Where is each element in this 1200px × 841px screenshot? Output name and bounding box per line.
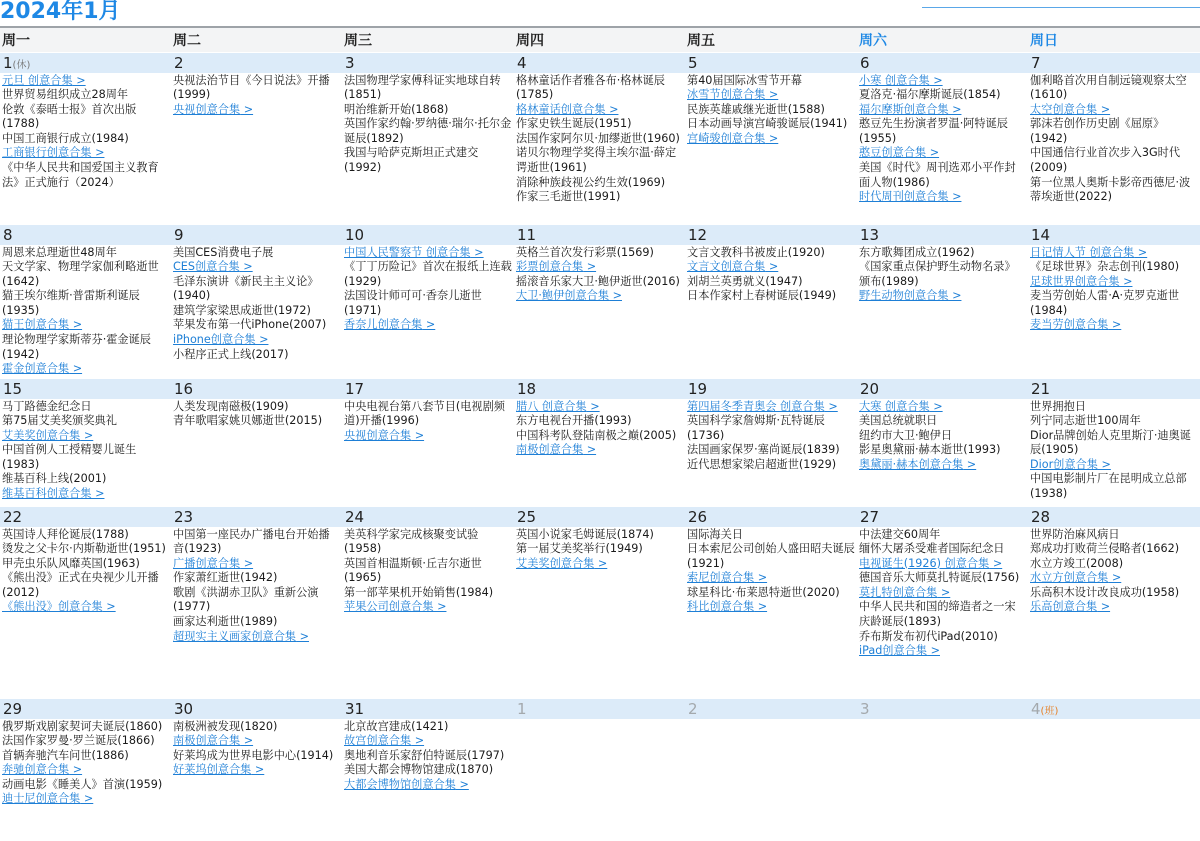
day-number [171,379,342,399]
event-text: 第一届艾美奖举行(1949) [516,542,643,556]
weekday-thu: 周四 [514,27,685,52]
event-text: 维基百科上线(2001) [2,472,107,486]
day-number [685,699,857,719]
day-number [0,53,171,73]
day-number-text: 14 [1031,225,1051,244]
collection-link[interactable]: 《熊出没》创意合集 > [2,600,169,615]
weekday-fri: 周五 [685,27,857,52]
collection-link[interactable]: 水立方创意合集 > [1030,571,1198,586]
event-text: 苹果发布第一代iPhone(2007) [173,318,327,332]
day-number [514,379,685,399]
event-text: 画家达利逝世(1989) [173,615,278,629]
day-cell [0,224,171,378]
day-cell [342,698,514,829]
event-text: 英国科学家詹姆斯·瓦特诞辰(1736) [687,414,825,442]
day-cell [685,506,857,698]
day-number [342,53,514,73]
day-cell [342,378,514,506]
event-text: 球星科比·布莱恩特逝世(2020) [687,585,840,599]
event-text: 憨豆先生扮演者罗温·阿特诞辰(1955) [859,117,1008,145]
day-number [514,699,685,719]
event-text: 动画电影《睡美人》首演(1959) [2,777,163,791]
day-cell [1028,52,1200,224]
collection-link[interactable]: 索尼创意合集 > [687,571,855,586]
day-cell [514,224,685,378]
collection-link[interactable]: 香奈儿创意合集 > [344,318,512,333]
day-cell [342,506,514,698]
week-row [0,506,1200,698]
collection-link[interactable]: 太空创意合集 > [1030,103,1198,118]
day-number [342,507,514,527]
collection-link[interactable]: 故宫创意合集 > [344,734,512,749]
day-cell [171,52,342,224]
day-number-text: 15 [3,379,23,398]
event-text: 郑成功打败荷兰侵略者(1662) [1030,542,1180,556]
collection-link[interactable]: 乐高创意合集 > [1030,600,1198,615]
event-text: 毛泽东演讲《新民主主义论》(1940) [173,274,319,303]
event-text: 世界拥抱日 [1030,399,1086,413]
day-number [857,225,1028,245]
collection-link[interactable]: 超现实主义画家创意合集 > [173,630,340,645]
day-cell [514,378,685,506]
event-text: 日本动画导演宫崎骏诞辰(1941) [687,117,848,131]
collection-link[interactable]: 彩票创意合集 > [516,260,683,275]
event-text: 第一部苹果机开始销售(1984) [344,585,494,599]
event-text: 奥地利音乐家舒伯特诞辰(1797) [344,748,505,762]
collection-link[interactable]: 央视创意合集 > [344,429,512,444]
day-cell [0,378,171,506]
day-cell [171,506,342,698]
event-text: 《国家重点保护野生动物名录》颁布(1989) [859,260,1016,288]
event-text: 摇滚音乐家大卫·鲍伊逝世(2016) [516,274,680,288]
day-cell [857,698,1028,829]
event-text: 纽约市大卫·鲍伊日 [859,428,953,442]
day-number-text: 12 [688,225,708,244]
day-number-text: 22 [3,507,23,526]
collection-link[interactable]: Dior创意合集 > [1030,458,1198,473]
day-number [685,225,857,245]
event-text: 日本作家村上春树诞辰(1949) [687,289,837,303]
event-text: 郭沫若创作历史剧《屈原》(1942) [1030,117,1165,145]
day-number [685,53,857,73]
event-text: 天文学家、物理学家伽利略逝世(1642) [2,260,159,288]
day-cell [685,698,857,829]
event-text: 日本索尼公司创始人盛田昭夫诞辰(1921) [687,542,855,570]
event-text: 马丁路德金纪念日 [2,399,92,413]
day-number [685,379,857,399]
event-text: 民族英雄戚继光逝世(1588) [687,102,825,116]
day-number [1028,507,1200,527]
event-text: 作家萧红逝世(1942) [173,571,278,585]
collection-link[interactable]: 广播创意合集 > [173,557,340,572]
day-number-text: 8 [3,225,13,244]
event-text: 俄罗斯戏剧家契诃夫诞辰(1860) [2,719,163,733]
collection-link[interactable]: 足球世界创意合集 > [1030,275,1198,290]
collection-link[interactable]: 科比创意合集 > [687,600,855,615]
collection-link[interactable]: 大都会博物馆创意合集 > [344,778,512,793]
day-number-text: 18 [517,379,537,398]
calendar-grid [0,26,1200,829]
event-text: 好莱坞成为世界电影中心(1914) [173,748,334,762]
day-number [342,225,514,245]
event-text: 乔布斯发布初代iPad(2010) [859,629,998,643]
event-text: 美英科学家完成核聚变试验(1958) [344,527,479,556]
day-number [0,379,171,399]
event-text: 列宁同志逝世100周年 [1030,414,1141,428]
workday-badge: (班) [1040,705,1059,717]
event-text: 美国CES消费电子展 [173,245,274,259]
collection-link[interactable]: 奔驰创意合集 > [2,763,169,778]
event-text: 作家三毛逝世(1991) [516,190,621,204]
event-text: 第一位黑人奥斯卡影帝西德尼·波蒂埃逝世(2022) [1030,175,1191,204]
event-text: 周恩来总理逝世48周年 [2,245,117,259]
day-cell [1028,506,1200,698]
day-cell [0,698,171,829]
day-cell [171,698,342,829]
day-cell [857,52,1028,224]
day-number-text: 4 [517,53,527,72]
event-text: 缅怀大屠杀受难者国际纪念日 [859,542,1005,556]
day-cell [514,506,685,698]
collection-link[interactable]: iPhone创意合集 > [173,333,340,348]
event-text: 英格兰首次发行彩票(1569) [516,245,654,259]
event-text: 乐高积木设计改良成功(1958) [1030,585,1180,599]
event-text: 烫发之父卡尔·内斯勒逝世(1951) [2,542,166,556]
day-number-text: 3 [860,699,870,718]
event-text: 中国电影制片厂在昆明成立总部(1938) [1030,472,1187,501]
event-text: 影星奥黛丽·赫本逝世(1993) [859,443,1001,457]
day-number-text: 23 [174,507,194,526]
event-text: 甲壳虫乐队风靡英国(1963) [2,556,140,570]
collection-link[interactable]: 憨豆创意合集 > [859,146,1026,161]
event-text: 中国首例人工授精婴儿诞生(1983) [2,443,137,471]
day-cell [514,52,685,224]
event-text: 消除种族歧视公约生效(1969) [516,175,666,189]
event-text: 第75届艾美奖颁奖典礼 [2,414,117,428]
event-text: 世界贸易组织成立28周年 [2,88,129,102]
collection-link[interactable]: 南极创意合集 > [173,734,340,749]
event-text: 中国工商银行成立(1984) [2,131,129,145]
collection-link[interactable]: 迪士尼创意合集 > [2,792,169,807]
day-number-text: 27 [860,507,880,526]
day-number [514,225,685,245]
event-text: 麦当劳创始人雷·A·克罗克逝世(1984) [1030,289,1180,317]
collection-link[interactable]: 央视创意合集 > [173,103,340,118]
event-text: 人类发现南磁极(1909) [173,399,289,413]
day-cell [0,52,171,224]
day-number-text: 3 [345,53,355,72]
collection-link[interactable]: 小寒 创意合集 > [859,74,1026,89]
header-rule [922,7,1200,8]
collection-link[interactable]: 中国人民警察节 创意合集 > [344,246,512,261]
event-text: 夏洛克·福尔摩斯诞辰(1854) [859,88,1001,102]
collection-link[interactable]: 时代周刊创意合集 > [859,190,1026,205]
day-number [342,379,514,399]
event-text: 法国物理学家傅科证实地球自转(1851) [344,73,501,102]
day-number [171,53,342,73]
event-text: 中法建交60周年 [859,527,941,541]
event-text: 歌剧《洪湖赤卫队》重新公演(1977) [173,585,319,614]
collection-link[interactable]: 好莱坞创意合集 > [173,763,340,778]
event-text: 伽利略首次用自制远镜观察太空(1610) [1030,73,1187,102]
collection-link[interactable]: CES创意合集 > [173,260,340,275]
week-row [0,224,1200,378]
event-text: 英国首相温斯顿·丘吉尔逝世(1965) [344,556,482,585]
event-text: 小程序正式上线(2017) [173,347,289,361]
day-number [0,507,171,527]
event-text: 近代思想家梁启超逝世(1929) [687,457,837,471]
day-number-text: 10 [345,225,365,244]
event-text: 德国音乐大师莫扎特诞辰(1756) [859,571,1020,585]
event-text: 世界防治麻风病日 [1030,527,1120,541]
event-text: 作家史铁生诞辰(1951) [516,117,632,131]
day-cell [857,378,1028,506]
day-number-text: 21 [1031,379,1051,398]
collection-link[interactable]: 第四届冬季青奥会 创意合集 > [687,400,855,415]
day-cell [857,506,1028,698]
event-text: 《熊出没》正式在央视少儿开播(2012) [2,571,159,599]
day-cell [1028,698,1200,829]
day-number-text: 16 [174,379,194,398]
event-text: 《中华人民共和国爱国主义教育法》正式施行（2024） [2,161,159,189]
collection-link[interactable]: 霍金创意合集 > [2,362,169,377]
event-text: 英国诗人拜伦诞辰(1788) [2,527,129,541]
collection-link[interactable]: 元旦 创意合集 > [2,74,169,89]
day-number-text: 31 [345,699,365,718]
day-number [1028,379,1200,399]
event-text: 水立方竣工(2008) [1030,556,1124,570]
collection-link[interactable]: iPad创意合集 > [859,644,1026,659]
event-text: 法国作家罗曼·罗兰诞辰(1866) [2,734,155,748]
day-number-text: 17 [345,379,365,398]
event-text: 央视法治节目《今日说法》开播(1999) [173,73,330,102]
event-text: 中央电视台第八套节目(电视剧频道)开播(1996) [344,399,505,428]
weekday-wed: 周三 [342,27,514,52]
day-number [514,507,685,527]
event-text: 诺贝尔物理学奖得主埃尔温·薛定谔逝世(1961) [516,146,677,175]
collection-link[interactable]: 奥黛丽·赫本创意合集 > [859,458,1026,473]
collection-link[interactable]: 大卫·鲍伊创意合集 > [516,289,683,304]
event-text: 理论物理学家斯蒂芬·霍金诞辰(1942) [2,333,151,361]
day-number [342,699,514,719]
event-text: 中国科考队登陆南极之巅(2005) [516,428,677,442]
day-cell [342,224,514,378]
event-text: 明治维新开始(1868) [344,102,449,116]
event-text: 猫王埃尔维斯·普雷斯利诞辰(1935) [2,289,140,317]
day-number [1028,53,1200,73]
event-text: 首辆奔驰汽车问世(1886) [2,748,129,762]
collection-link[interactable]: 文言文创意合集 > [687,260,855,275]
collection-link[interactable]: 野生动物创意合集 > [859,289,1026,304]
collection-link[interactable]: 南极创意合集 > [516,443,683,458]
weekday-header-row [0,27,1200,52]
day-number-text: 13 [860,225,880,244]
day-cell [171,224,342,378]
weekday-tue: 周二 [171,27,342,52]
weekday-sun: 周日 [1028,27,1200,52]
day-number-text: 20 [860,379,880,398]
event-text: Dior品牌创始人克里斯汀·迪奥诞辰(1905) [1030,428,1191,457]
event-text: 文言文教科书被废止(1920) [687,245,825,259]
day-number [685,507,857,527]
day-cell [171,378,342,506]
day-number-text: 6 [860,53,870,72]
day-number [857,507,1028,527]
event-text: 美国大都会博物馆建成(1870) [344,763,494,777]
day-cell [685,378,857,506]
day-number-text: 4 [1031,699,1041,718]
weekday-sat: 周六 [857,27,1028,52]
event-text: 格林童话作者雅各布·格林诞辰(1785) [516,73,665,102]
day-cell [857,224,1028,378]
collection-link[interactable]: 大寒 创意合集 > [859,400,1026,415]
week-row [0,698,1200,829]
day-number [171,225,342,245]
collection-link[interactable]: 福尔摩斯创意合集 > [859,103,1026,118]
holiday-badge: (休) [12,59,31,71]
event-text: 英国小说家毛姆诞辰(1874) [516,527,654,541]
day-number-text: 1 [517,699,527,718]
collection-link[interactable]: 日记情人节 创意合集 > [1030,246,1198,261]
day-cell [685,224,857,378]
week-row [0,378,1200,506]
event-text: 《足球世界》杂志创刊(1980) [1030,260,1180,274]
event-text: 建筑学家梁思成逝世(1972) [173,303,311,317]
day-number [1028,699,1200,719]
collection-link[interactable]: 艾美奖创意合集 > [516,557,683,572]
event-text: 《丁丁历险记》首次在报纸上连载(1929) [344,260,512,288]
day-number [0,699,171,719]
day-number [171,507,342,527]
event-text: 法国画家保罗·塞尚诞辰(1839) [687,443,840,457]
day-cell [685,52,857,224]
collection-link[interactable]: 宫崎骏创意合集 > [687,132,855,147]
day-number [171,699,342,719]
day-cell [1028,224,1200,378]
day-number [0,225,171,245]
day-number [514,53,685,73]
collection-link[interactable]: 电视诞生(1926) 创意合集 > [859,557,1026,572]
page-title: 2024年1月 [0,0,121,24]
collection-link[interactable]: 苹果公司创意合集 > [344,600,512,615]
event-text: 法国作家阿尔贝·加缪逝世(1960) [516,131,680,145]
day-number-text: 24 [345,507,365,526]
event-text: 中国通信行业首次步入3G时代(2009) [1030,146,1181,175]
collection-link[interactable]: 艾美奖创意合集 > [2,429,169,444]
event-text: 美国《时代》周刊选邓小平作封面人物(1986) [859,161,1016,189]
day-number-text: 9 [174,225,184,244]
day-cell [1028,378,1200,506]
day-number [857,53,1028,73]
week-row [0,52,1200,224]
day-number-text: 26 [688,507,708,526]
event-text: 刘胡兰英勇就义(1947) [687,274,803,288]
event-text: 我国与哈萨克斯坦正式建交(1992) [344,146,479,175]
day-cell [514,698,685,829]
day-number-text: 2 [688,699,698,718]
event-text: 中国第一座民办广播电台开始播音(1923) [173,527,330,556]
collection-link[interactable]: 莫扎特创意合集 > [859,586,1026,601]
day-number-text: 5 [688,53,698,72]
day-number-text: 28 [1031,507,1051,526]
day-cell [0,506,171,698]
day-number-text: 1 [3,53,13,72]
event-text: 美国总统就职日 [859,414,938,428]
collection-link[interactable]: 麦当劳创意合集 > [1030,318,1198,333]
collection-link[interactable]: 腊八 创意合集 > [516,400,683,415]
day-number [857,699,1028,719]
day-number-text: 30 [174,699,194,718]
day-number-text: 19 [688,379,708,398]
event-text: 东方电视台开播(1993) [516,414,632,428]
event-text: 第40届国际冰雪节开幕 [687,73,802,87]
day-number-text: 7 [1031,53,1041,72]
collection-link[interactable]: 格林童话创意合集 > [516,103,683,118]
event-text: 青年歌唱家姚贝娜逝世(2015) [173,414,323,428]
weekday-mon: 周一 [0,27,171,52]
day-cell [342,52,514,224]
event-text: 国际海关日 [687,527,743,541]
collection-link[interactable]: 维基百科创意合集 > [2,487,169,502]
event-text: 北京故宫建成(1421) [344,719,449,733]
event-text: 南极洲被发现(1820) [173,719,278,733]
day-number-text: 25 [517,507,537,526]
event-text: 英国作家约翰·罗纳德·瑞尔·托尔金诞辰(1892) [344,117,512,145]
collection-link[interactable]: 工商银行创意合集 > [2,146,169,161]
day-number [857,379,1028,399]
event-text: 东方歌舞团成立(1962) [859,245,975,259]
event-text: 法国设计师可可·香奈儿逝世(1971) [344,289,482,317]
collection-link[interactable]: 猫王创意合集 > [2,318,169,333]
event-text: 中华人民共和国的缔造者之一宋庆龄诞辰(1893) [859,600,1016,629]
day-number-text: 29 [3,699,23,718]
day-number-text: 11 [517,225,537,244]
day-number-text: 2 [174,53,184,72]
day-number [1028,225,1200,245]
collection-link[interactable]: 冰雪节创意合集 > [687,88,855,103]
event-text: 伦敦《泰晤士报》首次出版(1788) [2,102,137,131]
